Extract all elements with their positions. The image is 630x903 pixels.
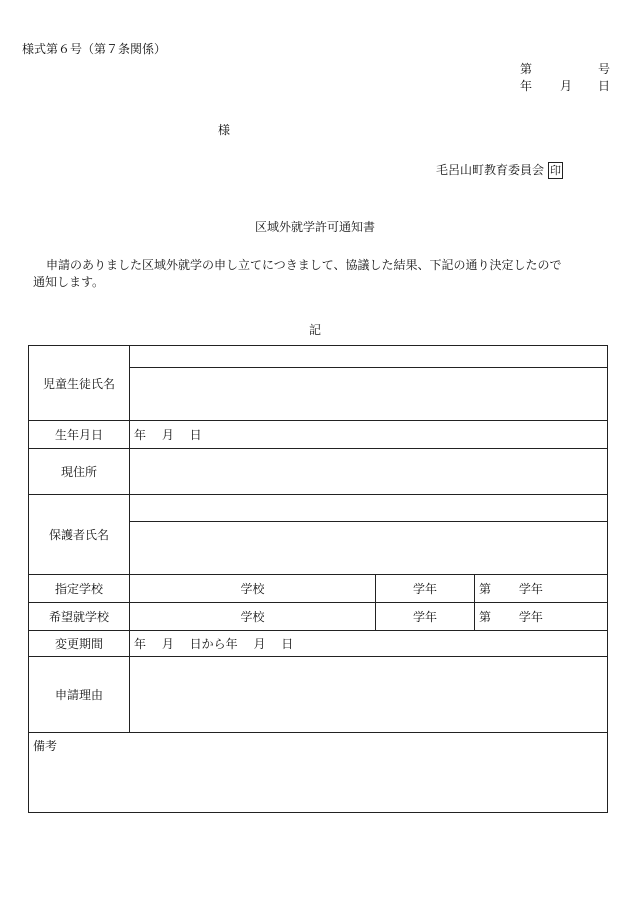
desired-grade-field[interactable]: 第 学年	[475, 603, 608, 631]
desired-grade-label: 学年	[376, 603, 475, 631]
designated-school-label: 指定学校	[29, 575, 130, 603]
seal-mark: 印	[550, 164, 562, 177]
change-period-field[interactable]: 年 月 日から年 月 日	[130, 631, 608, 657]
notes-label: 備考	[33, 739, 58, 753]
ki-marker: 記	[308, 323, 321, 337]
application-table	[28, 345, 608, 813]
issuer-line	[436, 161, 563, 179]
designated-school-field[interactable]: 学校	[130, 575, 376, 603]
desired-school-field[interactable]: 学校	[130, 603, 376, 631]
designated-grade-field[interactable]: 第 学年	[475, 575, 608, 603]
notes-row	[29, 733, 608, 813]
doc-number-suffix: 号	[598, 62, 611, 76]
body-text-line2: 通知します。	[33, 275, 105, 289]
change-period-row	[29, 631, 608, 657]
guardian-row	[29, 495, 608, 522]
desired-school-row	[29, 603, 608, 631]
guardian-name-field[interactable]	[130, 522, 608, 575]
date-month: 月	[560, 79, 573, 93]
guardian-label: 保護者氏名	[29, 495, 130, 575]
address-label: 現住所	[29, 449, 130, 495]
date-year: 年	[520, 79, 533, 93]
address-row	[29, 449, 608, 495]
student-name-row	[29, 346, 608, 368]
notes-field[interactable]	[29, 733, 608, 813]
doc-number-prefix: 第	[520, 62, 533, 76]
address-field[interactable]	[130, 449, 608, 495]
student-name-field[interactable]	[130, 368, 608, 421]
recipient-suffix: 様	[218, 123, 231, 137]
document-title: 区域外就学許可通知書	[254, 220, 375, 234]
desired-school-label: 希望就学校	[29, 603, 130, 631]
reason-field[interactable]	[130, 657, 608, 733]
change-period-label: 変更期間	[29, 631, 130, 657]
issuer-name: 毛呂山町教育委員会	[436, 163, 545, 177]
reason-label: 申請理由	[29, 657, 130, 733]
birthdate-row	[29, 421, 608, 449]
birthdate-field[interactable]: 年 月 日	[130, 421, 608, 449]
designated-grade-label: 学年	[376, 575, 475, 603]
reason-row	[29, 657, 608, 733]
birthdate-label: 生年月日	[29, 421, 130, 449]
student-name-label: 児童生徒氏名	[29, 346, 130, 421]
guardian-furigana-field[interactable]	[130, 495, 608, 522]
student-name-furigana-field[interactable]	[130, 346, 608, 368]
designated-school-row	[29, 575, 608, 603]
body-text-line1: 申請のありました区域外就学の申し立てにつきまして、協議した結果、下記の通り決定したので	[46, 258, 562, 272]
form-code: 様式第６号（第７条関係）	[22, 42, 167, 56]
date-day: 日	[598, 79, 611, 93]
